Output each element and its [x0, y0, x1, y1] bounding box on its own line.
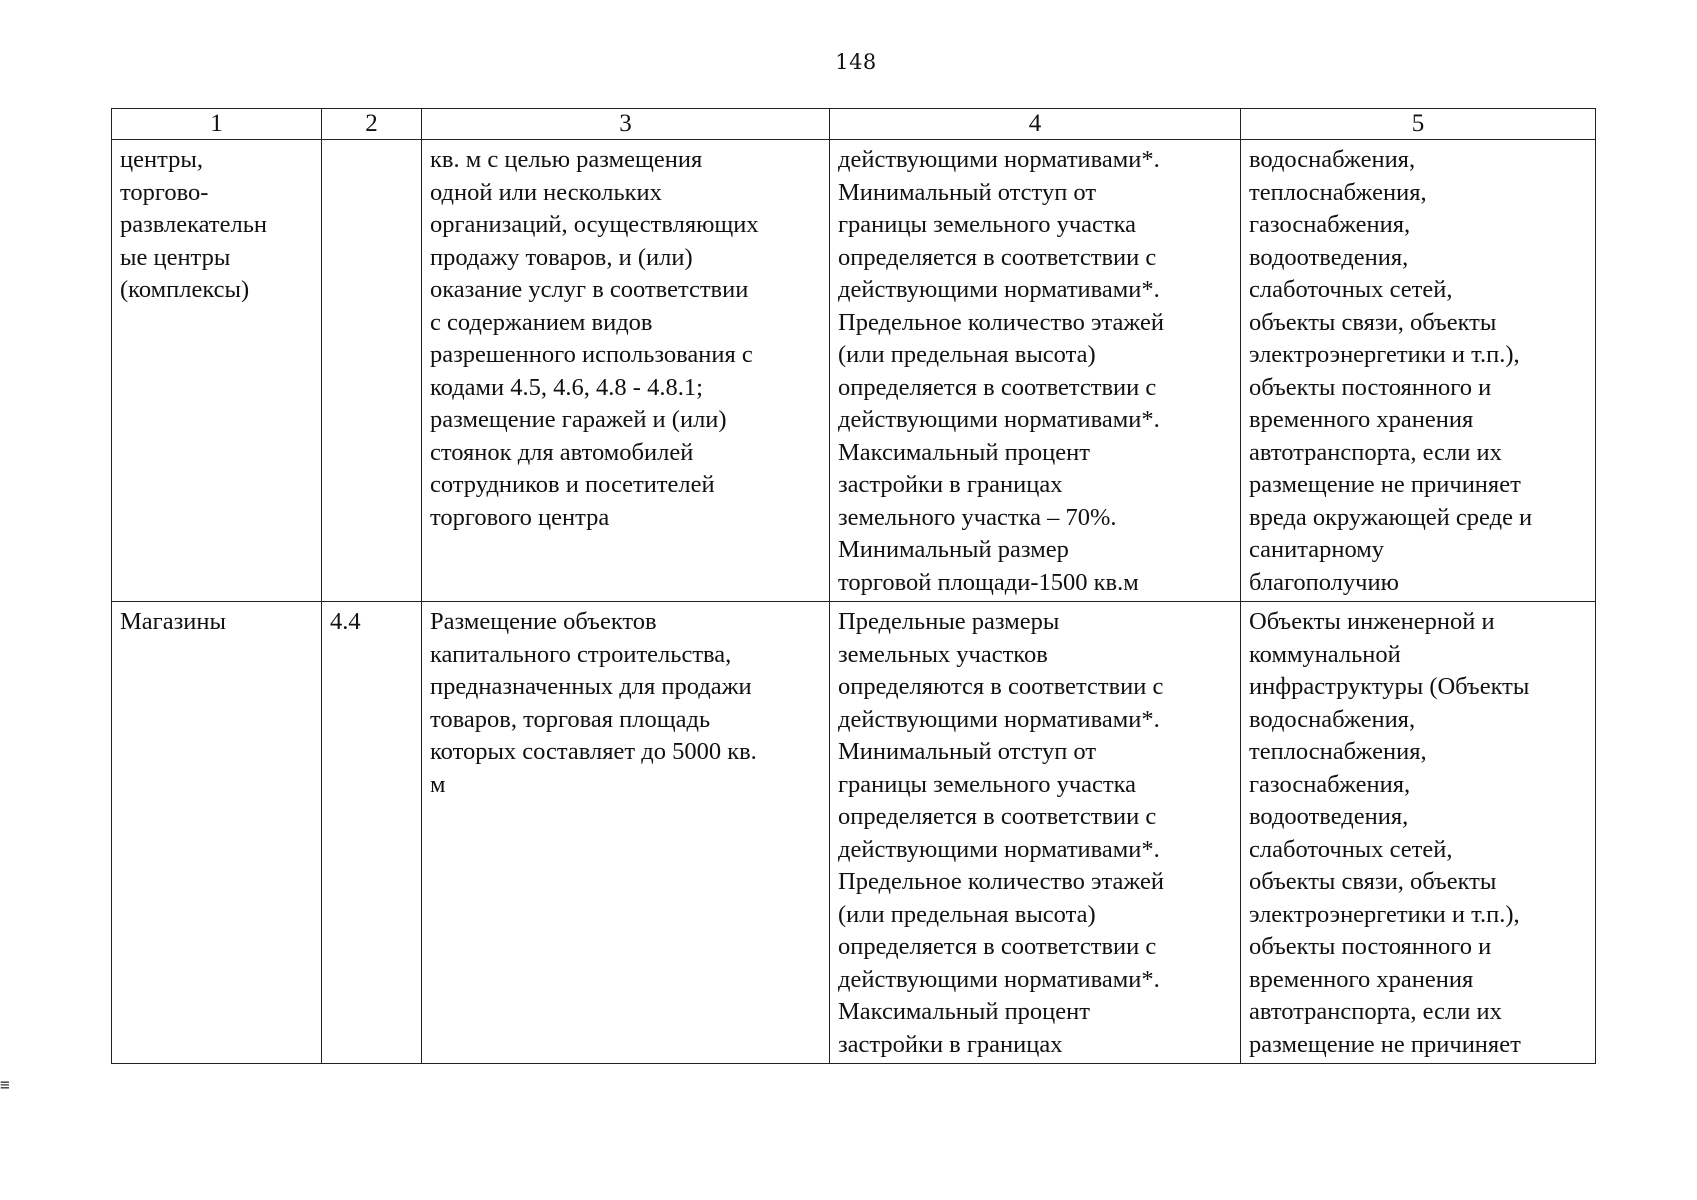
use-code-cell	[322, 140, 422, 602]
use-name-text: Магазины	[120, 608, 226, 635]
use-description-text: Размещение объектов капитального строительства, предназначенных для продажи товаров, торговая площадь которых составляет до 5000 кв. м	[430, 608, 757, 798]
use-name-cell	[112, 602, 322, 1064]
use-name-cell	[112, 140, 322, 602]
auxiliary-uses-text: Объекты инженерной и коммунальной инфраструктуры (Объекты водоснабжения, теплоснабжения, газоснабжения, водоотведения, слаботочных сетей, объекты связи, объекты электроэнергетики и т.п.), объекты постоянного и временного хранения автотранспорта, если их размещение не причиняет	[1249, 608, 1530, 1058]
page-number: 148	[835, 50, 877, 74]
column-header-1: 1	[112, 109, 322, 140]
parameters-cell	[830, 602, 1241, 1064]
use-description-cell	[422, 140, 830, 602]
use-description-cell	[422, 602, 830, 1064]
use-description-text: кв. м с целью размещения одной или нескольких организаций, осуществляющих продажу товаров, и (или) оказание услуг в соответствии с содержанием видов разрешенного использования с кодами 4.5, 4.6, 4.8 - 4.8.1; размещение гаражей и (или) стоянок для автомобилей сотрудников и посетителей торгового центра	[430, 146, 759, 531]
column-header-5: 5	[1241, 109, 1596, 140]
column-header-3: 3	[422, 109, 830, 140]
auxiliary-uses-cell	[1241, 602, 1596, 1064]
parameters-text: Предельные размеры земельных участков определяются в соответствии с действующими нормативами*. Минимальный отступ от границы земельного участка определяется в соответствии с действующими нормативами*. Предельное количество этажей (или предельная высота) определяется в соответствии с действующими нормативами*. Максимальный процент застройки в границах	[838, 608, 1164, 1058]
use-name-text: центры, торгово- развлекательн ые центры (комплексы)	[120, 146, 268, 303]
parameters-cell	[830, 140, 1241, 602]
auxiliary-uses-text: водоснабжения, теплоснабжения, газоснабжения, водоотведения, слаботочных сетей, объекты связи, объекты электроэнергетики и т.п.), объекты постоянного и временного хранения автотранспорта, если их размещение не причиняет вреда окружающей среде и санитарному благополучию	[1249, 146, 1533, 596]
use-code-cell	[322, 602, 422, 1064]
table-row	[112, 140, 1596, 602]
column-header-2: 2	[322, 109, 422, 140]
use-code-text: 4.4	[330, 608, 361, 635]
parameters-text: действующими нормативами*. Минимальный отступ от границы земельного участка определяется в соответствии с действующими нормативами*. Предельное количество этажей (или предельная высота) определяется в соответствии с действующими нормативами*. Максимальный процент застройки в границах земельного участка – 70%. Минимальный размер торговой площади-1500 кв.м	[838, 146, 1164, 596]
table-header-row	[112, 109, 1596, 140]
table-row	[112, 602, 1596, 1064]
column-header-4: 4	[830, 109, 1241, 140]
auxiliary-uses-cell	[1241, 140, 1596, 602]
zoning-table	[111, 108, 1596, 1064]
scan-edge-mark-icon: ≡	[0, 1075, 10, 1094]
